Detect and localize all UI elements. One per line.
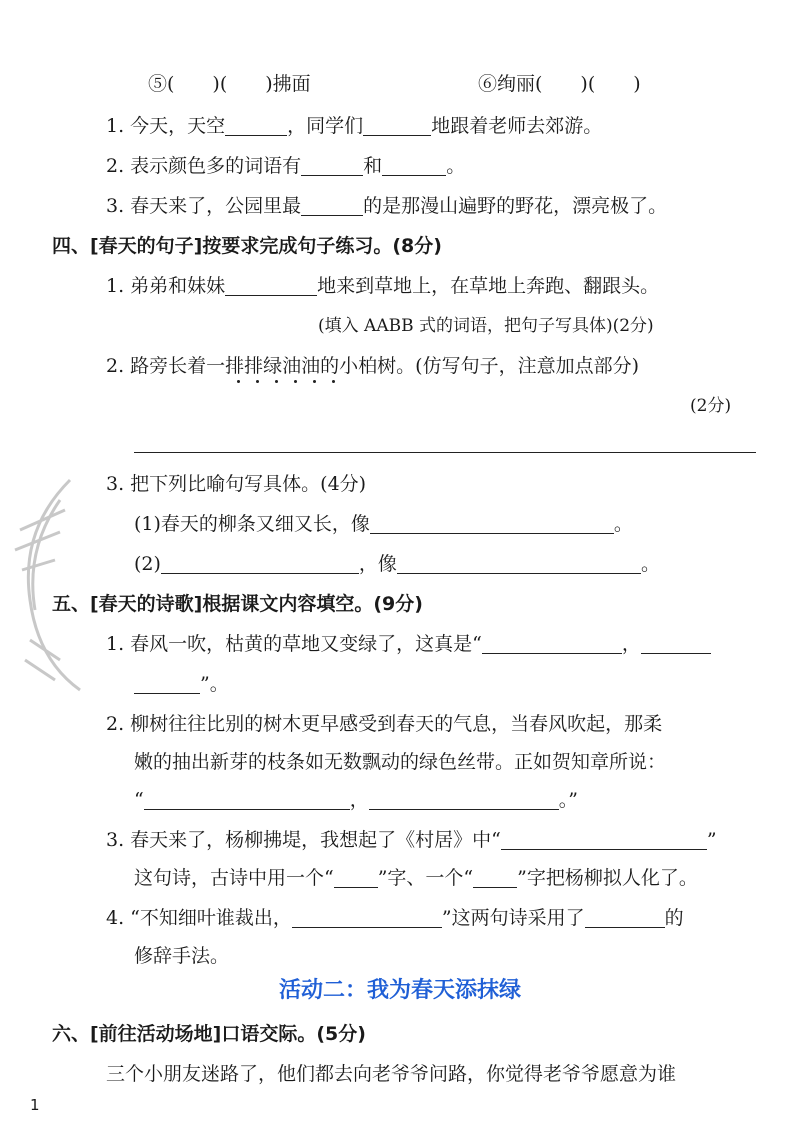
- answer-blank[interactable]: [134, 671, 200, 694]
- answer-blank[interactable]: [473, 865, 517, 888]
- sec4-q3-item-1-text: (1)春天的柳条又细又长，像: [134, 513, 370, 535]
- sentence-2-text-b: 和: [363, 155, 383, 177]
- sentence-2-text-c: 。: [446, 155, 466, 177]
- sec5-q1-text: 1. 春风一吹，枯黄的草地又变绿了，这真是“: [106, 633, 482, 655]
- emphasis-dot: [237, 380, 240, 383]
- answer-blank[interactable]: [363, 113, 431, 136]
- emphasis-dot: [332, 380, 335, 383]
- sec5-q3-quote-close: ”: [706, 829, 717, 851]
- answer-blank[interactable]: [382, 153, 446, 176]
- answer-blank[interactable]: [301, 193, 363, 216]
- sec5-q4-text-a: 4. “不知细叶谁裁出，: [106, 907, 292, 929]
- sec4-q1-text-a: 1. 弟弟和妹妹: [106, 275, 226, 297]
- sec5-q4-text-b: ”这两句诗采用了: [441, 907, 585, 929]
- answer-blank[interactable]: [301, 153, 363, 176]
- sentence-2-text-a: 2. 表示颜色多的词语有: [106, 155, 302, 177]
- sec5-question-4: [106, 904, 684, 932]
- sec5-q2-quote-open: “: [134, 789, 144, 811]
- sec5-q1-comma: ，: [621, 633, 641, 655]
- sec5-q2-line-3: [134, 786, 578, 814]
- sec5-q3-line-2-text-b: ”字、一个“: [377, 867, 474, 889]
- faint-stamp-mark: [0, 470, 100, 700]
- sec5-q1-line-2: [134, 670, 229, 698]
- emphasis-dot: [256, 380, 259, 383]
- sec5-q2-line-2: 嫩的抽出新芽的枝条如无数飘动的绿色丝带。正如贺知章所说：: [134, 751, 667, 773]
- page-number: 1: [30, 1096, 40, 1114]
- sec4-q3-item-2-end: 。: [640, 553, 660, 575]
- sentence-1-text-c: 地跟着老师去郊游。: [431, 115, 603, 137]
- sec5-q2-comma: ，: [349, 789, 369, 811]
- sentence-3-text-a: 3. 春天来了，公园里最: [106, 195, 302, 217]
- sec5-q3-line-2: [134, 864, 698, 892]
- sentence-3: [106, 192, 667, 220]
- answer-blank[interactable]: [161, 551, 359, 574]
- answer-line[interactable]: [134, 452, 756, 453]
- sec5-q3-line-2-text-c: ”字把杨柳拟人化了。: [517, 867, 698, 889]
- sentence-1-text-a: 1. 今天，天空: [106, 115, 226, 137]
- sec4-question-2: 2. 路旁长着一排排绿油油的小柏树。(仿写句子，注意加点部分): [106, 355, 639, 377]
- sec5-question-3: [106, 826, 717, 854]
- sentence-1-text-b: ，同学们: [287, 115, 364, 137]
- answer-blank[interactable]: [482, 631, 622, 654]
- answer-blank[interactable]: [225, 273, 317, 296]
- sec5-q3-text: 3. 春天来了，杨柳拂堤，我想起了《村居》中“: [106, 829, 501, 851]
- sec4-q3-item-1-end: 。: [613, 513, 633, 535]
- word-item-5: ⑤( )( )拂面: [148, 73, 311, 95]
- sec4-question-3: 3. 把下列比喻句写具体。(4分): [106, 473, 367, 495]
- sec4-q3-item-2-text: (2): [134, 553, 161, 575]
- answer-blank[interactable]: [641, 631, 711, 654]
- sec4-q1-note: (填入 AABB 式的词语，把句子写具体)(2分): [318, 316, 654, 336]
- answer-blank[interactable]: [585, 905, 665, 928]
- sentence-2: [106, 152, 465, 180]
- sec5-question-2: 2. 柳树往往比别的树木更早感受到春天的气息，当春风吹起，那柔: [106, 713, 663, 735]
- sec4-q3-item-2-mid: ，像: [358, 553, 397, 575]
- sec4-q1-text-b: 地来到草地上，在草地上奔跑、翻跟头。: [317, 275, 660, 297]
- sec6-prompt-text: 三个小朋友迷路了，他们都去向老爷爷问路，你觉得老爷爷愿意为谁: [106, 1063, 677, 1085]
- emphasis-dot: [294, 380, 297, 383]
- sec4-q3-item-2: [134, 550, 660, 578]
- answer-blank[interactable]: [369, 787, 559, 810]
- emphasis-dot: [313, 380, 316, 383]
- sec4-q2-score: (2分): [690, 396, 732, 416]
- sec5-q4-line-2: 修辞手法。: [134, 945, 230, 967]
- answer-blank[interactable]: [501, 827, 707, 850]
- section-5-title: 五、[春天的诗歌]根据课文内容填空。(9分): [52, 593, 423, 615]
- activity-two-title: 活动二：我为春天添抹绿: [278, 978, 521, 1003]
- answer-blank[interactable]: [370, 511, 614, 534]
- section-6-title: 六、[前往活动场地]口语交际。(5分): [52, 1023, 366, 1045]
- sec5-q3-line-2-text-a: 这句诗，古诗中用一个“: [134, 867, 334, 889]
- sec5-q1-end: ”。: [200, 673, 229, 695]
- sec5-q2-quote-close: 。”: [558, 789, 578, 811]
- sec5-q4-text-c: 的: [664, 907, 684, 929]
- sentence-3-text-b: 的是那漫山遍野的野花，漂亮极了。: [363, 195, 668, 217]
- sec4-question-1: [106, 272, 659, 300]
- word-item-6: ⑥绚丽( )( ): [478, 73, 641, 95]
- emphasis-dot: [275, 380, 278, 383]
- answer-blank[interactable]: [292, 905, 442, 928]
- section-4-title: 四、[春天的句子]按要求完成句子练习。(8分): [52, 235, 442, 257]
- sec4-q3-item-1: [134, 510, 633, 538]
- answer-blank[interactable]: [397, 551, 641, 574]
- sentence-1: [106, 112, 602, 140]
- answer-blank[interactable]: [334, 865, 378, 888]
- answer-blank[interactable]: [144, 787, 350, 810]
- answer-blank[interactable]: [225, 113, 287, 136]
- sec5-question-1: [106, 630, 711, 658]
